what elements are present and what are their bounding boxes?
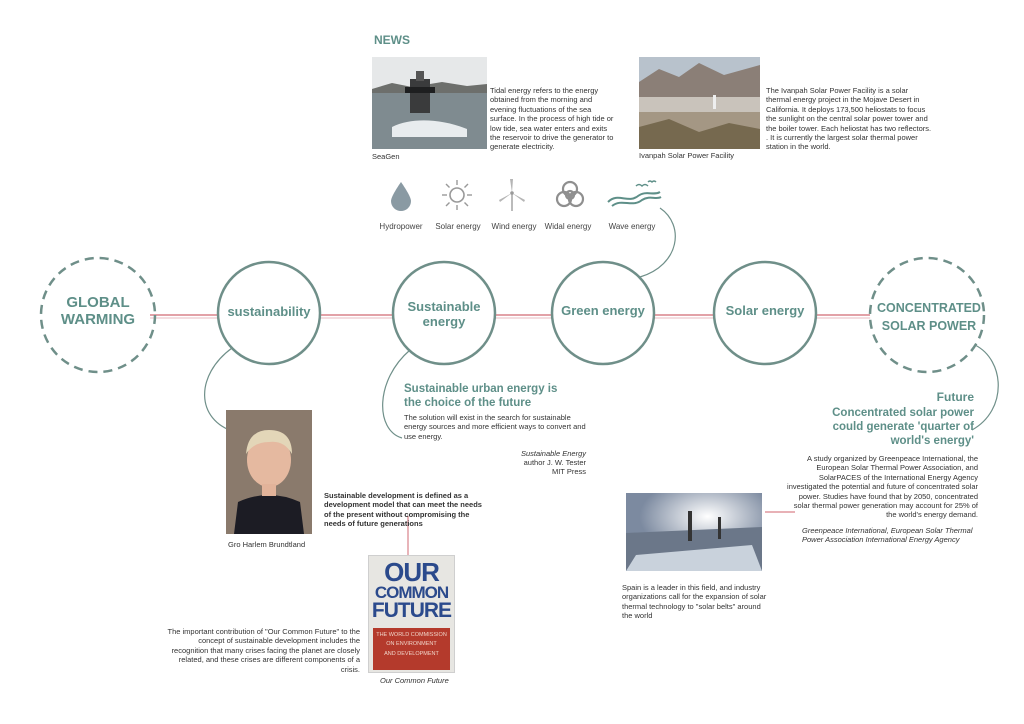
book-title-line3: FUTURE (371, 598, 452, 622)
book-subtitle-line4: THE WORLD COMMISSION (376, 632, 447, 638)
energy-label-hydropower: Hydropower (379, 222, 423, 231)
urban-text: The solution will exist in the search for sustainable energy sources and more efficient ways to convert and use energy. (404, 413, 586, 441)
sustainability-definition: Sustainable development is defined as a development model that can meet the needs of the present without compromising the needs of future generations (324, 491, 482, 529)
node-csp: CONCENTRATED SOLAR POWER (877, 301, 981, 334)
seagen-text: Tidal energy refers to the energy obtained from the morning and evening fluctuations of the sea surface. In the process of high tide or low tide, sea water enters and exits the reservoir to drive the generator to generate electricity. (490, 86, 614, 152)
biohazard-icon (553, 178, 587, 217)
wind-turbine-icon (497, 178, 527, 217)
urban-publisher: MIT Press (551, 467, 586, 476)
book-title-line1: OUR (384, 557, 439, 587)
urban-title: Sustainable urban energy is the choice of the future (404, 383, 558, 409)
future-title: Concentrated solar power could generate 'quarter of world's energy' (832, 407, 974, 447)
brundtland-caption: Gro Harlem Brundtland (228, 540, 306, 549)
future-text: A study organized by Greenpeace International, the European Solar Thermal Power Association, and SolarPACES of the International Energy Agency investigated the potential and future of concentrated solar power. Studies have found that by 2050, concentrated solar thermal power generation may account for 25% of the world's energy demand. (787, 454, 978, 520)
sun-icon (440, 178, 474, 217)
book-subtitle-line6: AND DEVELOPMENT (384, 650, 439, 657)
ivanpah-photo (639, 57, 760, 149)
node-sustainable-energy: Sustainable energy (407, 299, 481, 329)
wave-icon (606, 178, 662, 213)
connector-csp (972, 345, 998, 430)
energy-label-widal: Widal energy (544, 222, 592, 231)
connector-green-energy (640, 208, 675, 277)
ivanpah-text: The Ivanpah Solar Power Facility is a solar thermal energy project in the Mojave Desert in California. It deploys 173,500 heliostats to focus the sunlight on the central solar power tower and the boiler tower. Each heliostat has two reflectors. . It is currently the largest solar thermal power station in the world. (766, 86, 932, 152)
energy-label-solar: Solar energy (435, 222, 481, 231)
future-label: Future (936, 390, 974, 404)
seagen-photo (372, 57, 487, 149)
node-global-warming: GLOBAL WARMING (60, 294, 136, 329)
news-title: NEWS (374, 33, 410, 47)
ivanpah-caption: Ivanpah Solar Power Facility (639, 151, 735, 160)
our-common-future-cover (368, 555, 455, 673)
energy-label-wind: Wind energy (491, 222, 537, 231)
urban-author: author J. W. Tester (523, 458, 586, 467)
spain-text: Spain is a leader in this field, and industry organizations call for the expansion of solar thermal technology to "solar belts" around the world (622, 583, 767, 621)
brundtland-photo (226, 410, 312, 534)
book-subtitle-line5: ON ENVIRONMENT (386, 641, 437, 648)
future-sources: Greenpeace International, European Solar Thermal Power Association International Energy Agency (802, 526, 973, 545)
spain-solar-photo (626, 493, 762, 571)
node-sustainability: sustainability (227, 304, 311, 319)
book-title-line2: COMMON (374, 582, 449, 602)
book-caption: Our Common Future (380, 676, 449, 685)
seagen-caption: SeaGen (372, 152, 400, 161)
energy-label-wave: Wave energy (608, 222, 656, 231)
book-contribution: The important contribution of "Our Common Future" to the concept of sustainable development includes the recognition that many crises facing the planet are closely related, and these crises are different components of a crisis. (167, 627, 360, 674)
node-green-energy: Green energy (561, 303, 645, 318)
node-solar-energy: Solar energy (725, 303, 805, 318)
urban-book: Sustainable Energy (520, 449, 586, 458)
water-drop-icon (389, 180, 413, 217)
